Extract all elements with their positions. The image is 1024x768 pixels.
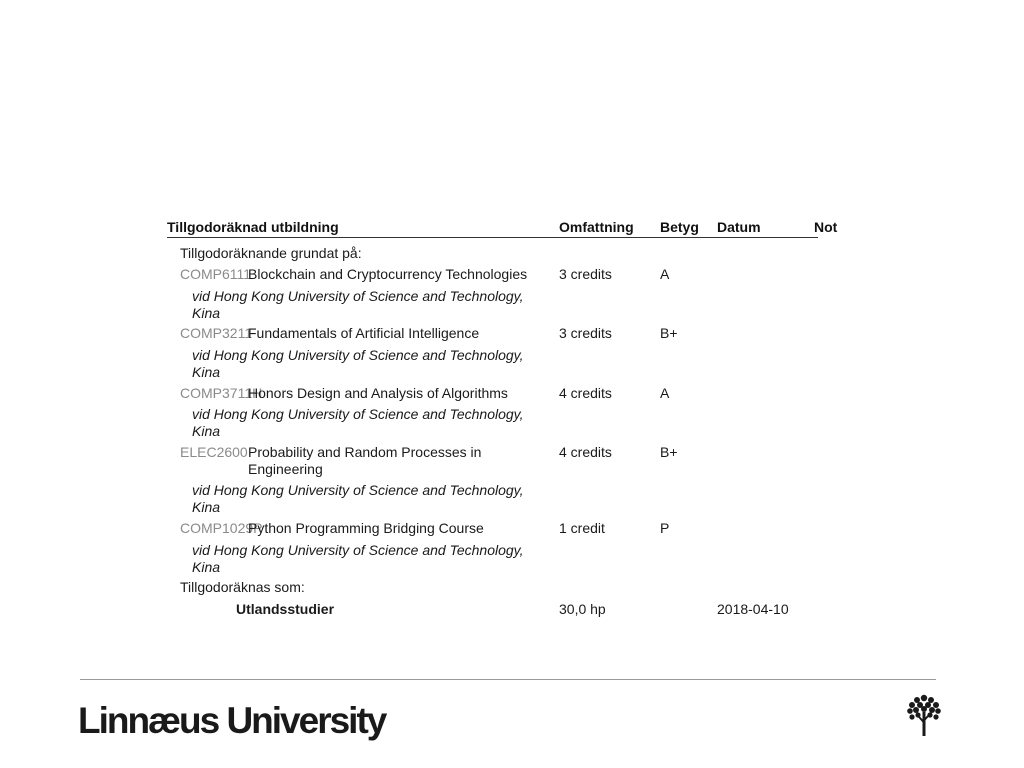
header-education: Tillgodoräknad utbildning — [167, 219, 339, 235]
result-name: Utlandsstudier — [236, 601, 335, 617]
header-date: Datum — [717, 219, 761, 235]
course-institution: vid Hong Kong University of Science and Technology, Kina — [192, 288, 524, 321]
based-on-label: Tillgodoräknande grundat på: — [180, 245, 362, 261]
course-title: Fundamentals of Artificial Intelligence — [248, 325, 480, 341]
course-title: Python Programming Bridging Course — [248, 520, 484, 536]
course-institution: vid Hong Kong University of Science and Technology, Kina — [192, 347, 524, 380]
counted-as-label: Tillgodoräknas som: — [180, 579, 305, 595]
header-divider — [167, 237, 818, 238]
course-code: COMP3211 — [180, 325, 253, 341]
course-grade: P — [660, 520, 670, 536]
course-credits: 1 credit — [559, 520, 605, 536]
course-credits: 4 credits — [559, 385, 612, 401]
course-credits: 3 credits — [559, 325, 612, 341]
course-code: ELEC2600 — [180, 444, 248, 460]
course-code: COMP1029P — [180, 520, 263, 536]
course-code: COMP3711H — [180, 385, 263, 401]
course-institution: vid Hong Kong University of Science and Technology, Kina — [192, 406, 524, 439]
university-logo-text: Linnæus University — [78, 700, 386, 741]
header-grade: Betyg — [660, 219, 699, 235]
course-grade: B+ — [660, 325, 678, 341]
course-grade: A — [660, 385, 670, 401]
course-code: COMP6111 — [180, 266, 252, 282]
course-title: Probability and Random Processes in Engineering — [248, 444, 482, 477]
result-date: 2018-04-10 — [717, 601, 789, 617]
tree-icon — [906, 694, 942, 736]
header-note: Not — [814, 219, 838, 235]
course-institution: vid Hong Kong University of Science and Technology, Kina — [192, 482, 524, 515]
course-institution: vid Hong Kong University of Science and Technology, Kina — [192, 542, 524, 575]
course-grade: A — [660, 266, 670, 282]
footer-divider — [80, 679, 936, 680]
course-credits: 3 credits — [559, 266, 612, 282]
course-title: Blockchain and Cryptocurrency Technologies — [248, 266, 528, 282]
course-title: Honors Design and Analysis of Algorithms — [248, 385, 508, 401]
course-credits: 4 credits — [559, 444, 612, 460]
header-scope: Omfattning — [559, 219, 634, 235]
course-grade: B+ — [660, 444, 678, 460]
result-scope: 30,0 hp — [559, 601, 606, 617]
